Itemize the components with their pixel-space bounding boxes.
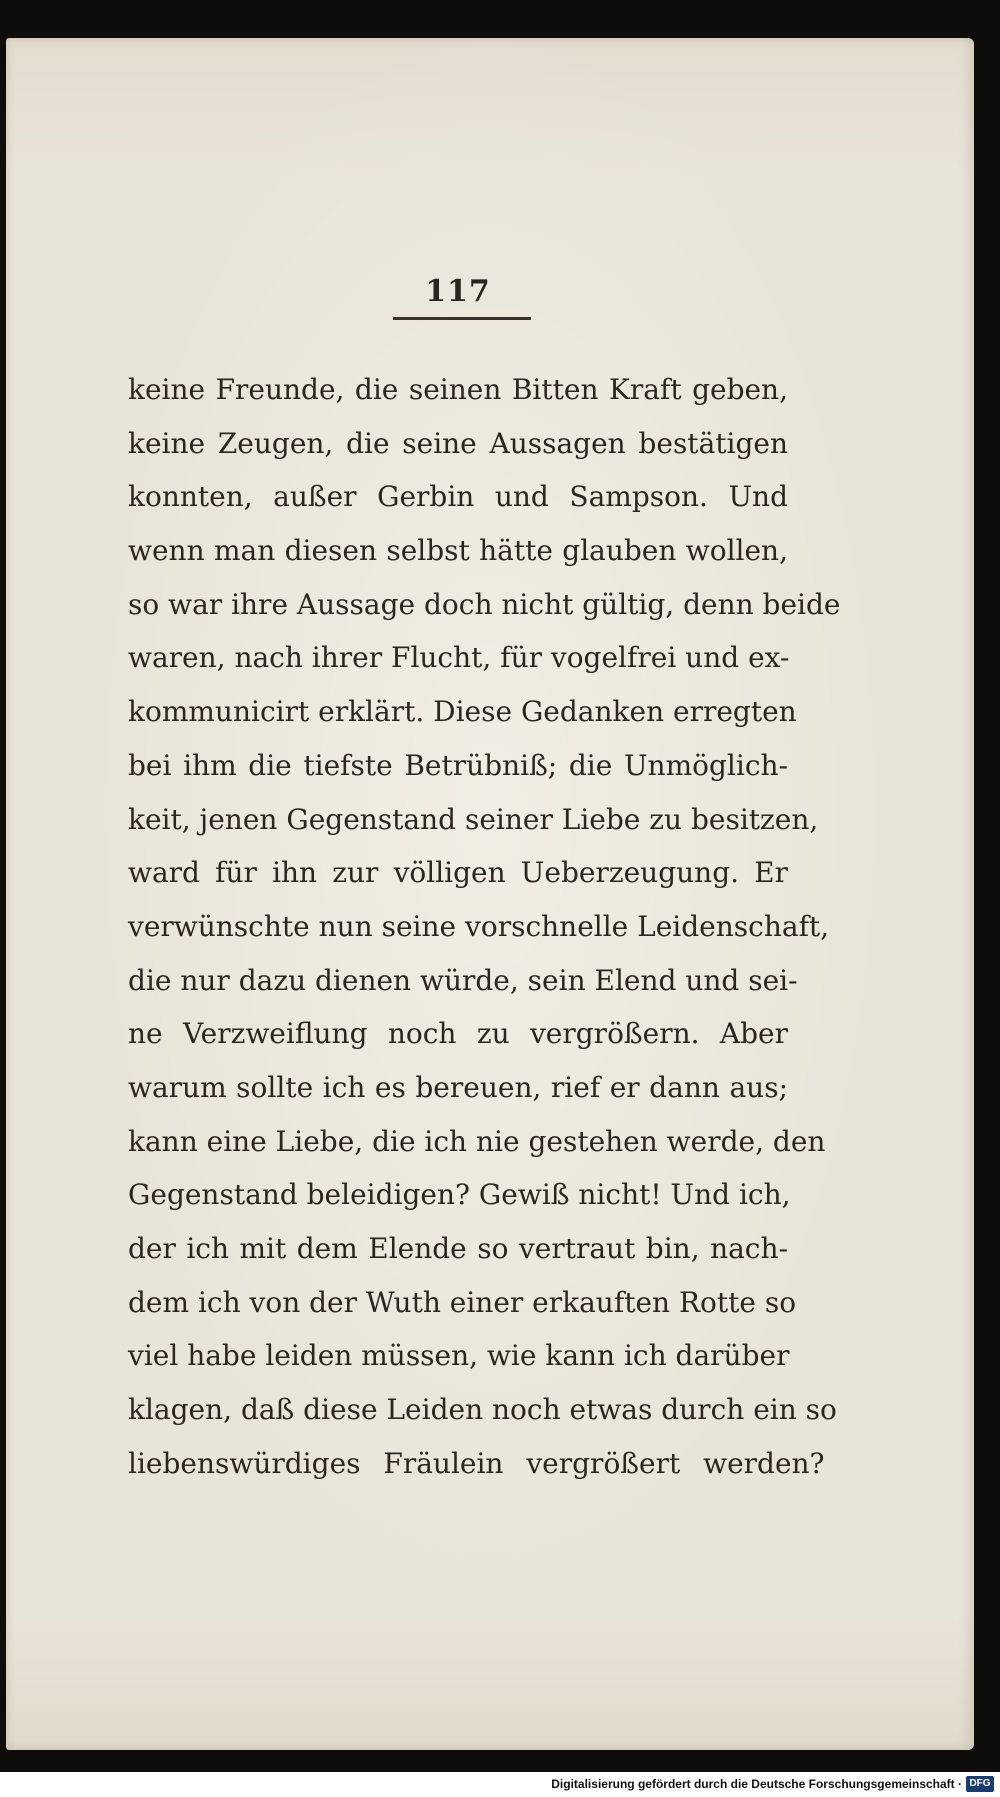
text-line: warum sollte ich es bereuen, rief er dann aus; bbox=[128, 1070, 788, 1104]
footer-bar bbox=[0, 1772, 1000, 1797]
text-line: dem ich von der Wuth einer erkauften Rotte so bbox=[128, 1285, 797, 1319]
text-line: ward für ihn zur völligen Ueberzeugung. Er bbox=[128, 856, 788, 890]
text-line: der ich mit dem Elende so vertraut bin, nach- bbox=[128, 1232, 788, 1265]
page-number-rule bbox=[393, 317, 531, 320]
page-number: 117 bbox=[425, 274, 491, 309]
dfg-logo-icon: DFG bbox=[966, 1776, 994, 1792]
text-line: kann eine Liebe, die ich nie gestehen werde, den bbox=[128, 1124, 826, 1158]
text-line: Gegenstand beleidigen? Gewiß nicht! Und ich, bbox=[128, 1178, 791, 1212]
text-line: konnten, außer Gerbin und Sampson. Und bbox=[128, 480, 788, 514]
text-line: klagen, daß diese Leiden noch etwas durch ein so bbox=[128, 1393, 837, 1427]
text-line: keit, jenen Gegenstand seiner Liebe zu besitzen, bbox=[128, 802, 819, 836]
text-line: bei ihm die tiefste Betrübniß; die Unmöglich- bbox=[128, 748, 788, 782]
text-line: keine Zeugen, die seine Aussagen bestätigen bbox=[128, 426, 788, 460]
text-line: die nur dazu dienen würde, sein Elend und sei- bbox=[128, 963, 798, 997]
text-line: verwünschte nun seine vorschnelle Leidenschaft, bbox=[128, 909, 830, 943]
text-line: kommunicirt erklärt. Diese Gedanken erregten bbox=[128, 695, 797, 729]
body-text bbox=[128, 363, 841, 1490]
text-line: keine Freunde, die seinen Bitten Kraft geben, bbox=[128, 373, 788, 406]
text-line: liebenswürdiges Fräulein vergrößert werden? bbox=[128, 1446, 825, 1480]
book-page bbox=[6, 38, 974, 1750]
text-line: viel habe leiden müssen, wie kann ich darüber bbox=[128, 1339, 790, 1373]
text-line: waren, nach ihrer Flucht, für vogelfrei und ex- bbox=[128, 641, 790, 675]
footer-credit: Digitalisierung gefördert durch die Deutsche Forschungsgemeinschaft · bbox=[551, 1777, 962, 1791]
text-line: wenn man diesen selbst hätte glauben wollen, bbox=[128, 534, 788, 568]
text-line: ne Verzweiflung noch zu vergrößern. Aber bbox=[128, 1017, 788, 1051]
text-line: so war ihre Aussage doch nicht gültig, denn beide bbox=[128, 587, 841, 621]
